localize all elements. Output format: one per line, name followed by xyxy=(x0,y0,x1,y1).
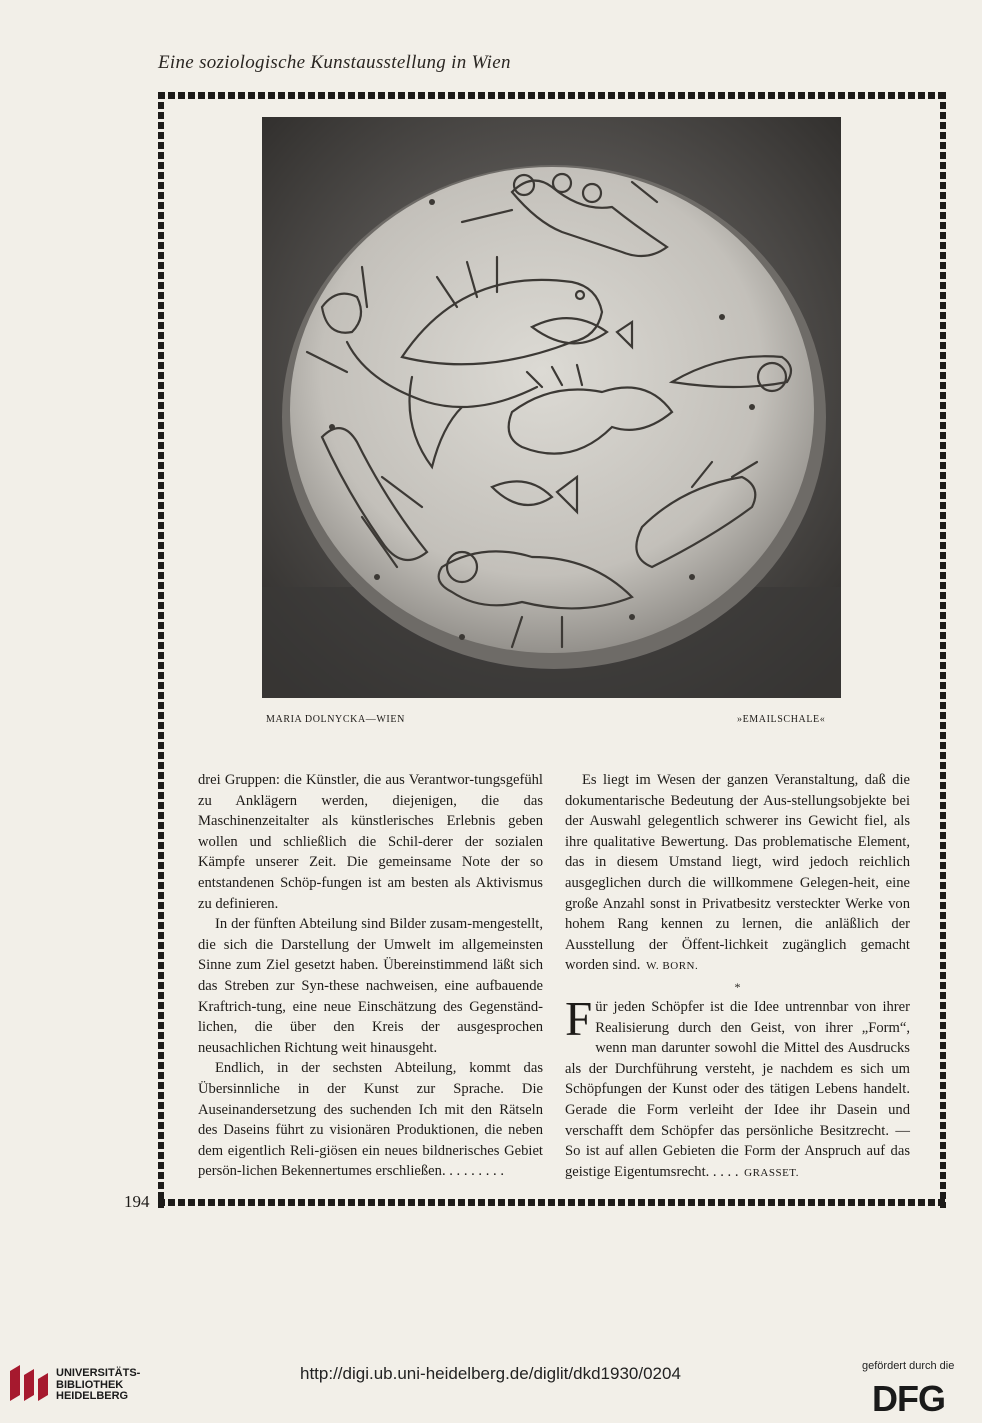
page-number: 194 xyxy=(124,1192,150,1211)
library-name-line: HEIDELBERG xyxy=(56,1390,129,1402)
section-separator: * xyxy=(734,979,741,994)
paragraph: drei Gruppen: die Künstler, die aus Verantwor-tungsgefühl zu Anklägern werden, diejenigen, die das Maschinenzeitalter als künstlerisches Erlebnis geben wollen und schließlich die Schil-derer der sozialen Kämpfe unserer Zeit. Die gemeinsame Note der so entstandenen Schöp-fungen ist am besten als Aktivismus zu definieren. xyxy=(198,772,543,912)
university-library-logo-icon xyxy=(6,1361,52,1405)
paragraph-text: ür jeden Schöpfer ist die Idee untrennbar von ihrer Realisierung durch den Geist, von ihrer „Form“, wenn man darunter sowohl die Mittel des Ausdrucks als der Durchführung versteht, je nachdem es sich um Schöpfungen der Kunst oder des tätigen Lebens handelt. Gerade die Form verleiht der Idee ihr Dasein und verschafft dem Schöpfer das persönliche Besitzrecht. — So ist auf allen Gebieten die Form der Anspruch auf das geistige Eigentumsrecht. . . . . xyxy=(565,998,910,1180)
library-name-line: BIBLIOTHEK xyxy=(56,1378,124,1391)
paragraph xyxy=(565,990,910,1183)
frame-left-border xyxy=(158,92,164,1208)
enamel-bowl-photo xyxy=(262,117,841,698)
author-signature: W. BORN. xyxy=(646,960,699,973)
funding-note: gefördert durch die xyxy=(862,1360,955,1372)
text-column-left xyxy=(198,770,543,1182)
author-signature: GRASSET. xyxy=(744,1166,799,1179)
text-column-right xyxy=(565,770,910,1183)
paragraph xyxy=(565,770,910,977)
frame-bottom-border xyxy=(158,1199,946,1206)
dfg-logo: DFG xyxy=(872,1378,945,1419)
running-header: Eine soziologische Kunstausstellung in Wien xyxy=(158,52,511,73)
library-name xyxy=(56,1368,140,1403)
paragraph-text: Es liegt im Wesen der ganzen Veranstaltung, daß die dokumentarische Bedeutung der Aus-stellungsobjekte bei der Auswahl gelegentlich schwerer ins Gewicht fiel, als ihre qualitative Bewertung. Das problematische Element, das in diesem Umstand liegt, wird jedoch reichlich ausgeglichen durch die willkommene Gelegen-heit, eine große Anzahl sonst in Privatbesitz versteckter Werke von hohem Rang kennen zu lernen, die anläßlich der Ausstellung der Öffent-lichkeit zugänglich gemacht worden sind. xyxy=(565,772,910,974)
paragraph: Endlich, in der sechsten Abteilung, kommt das Übersinnliche in der Kunst zur Sprache. Die Auseinandersetzung des suchenden Ich mit den Rätseln des Daseins führt zu visionären Produktionen, die neben dem eigentlich Reli-giösen ein neues bildnerisches Gebiet persön-lichen Bekennertumes erschließen. . . . . . . . . xyxy=(198,1060,543,1180)
paragraph: In der fünften Abteilung sind Bilder zusam-mengestellt, die sich die Darstellung der Umwelt im allgemeinsten Sinne zum Ziel gesetzt haben. Übereinstimmend läßt sich das Streben zur Syn-these nachweisen, eine aufbauende Kraftrich-tung, eine neue Einschätzung des Gegenständ-lichen, die über den Kreis der ausgesprochen neusachlichen Richtung weit hinausgeht. xyxy=(198,916,543,1056)
frame-top-border xyxy=(158,92,946,99)
frame-right-border xyxy=(940,92,946,1208)
enamel-bowl-image xyxy=(262,117,841,698)
library-name-line: UNIVERSITÄTS- xyxy=(56,1367,141,1379)
permalink-url[interactable]: http://digi.ub.uni-heidelberg.de/diglit/dkd1930/0204 xyxy=(300,1364,681,1383)
caption-title: »EMAILSCHALE« xyxy=(737,714,826,725)
caption-artist: MARIA DOLNYCKA—WIEN xyxy=(266,714,405,725)
drop-cap: F xyxy=(565,990,593,1046)
